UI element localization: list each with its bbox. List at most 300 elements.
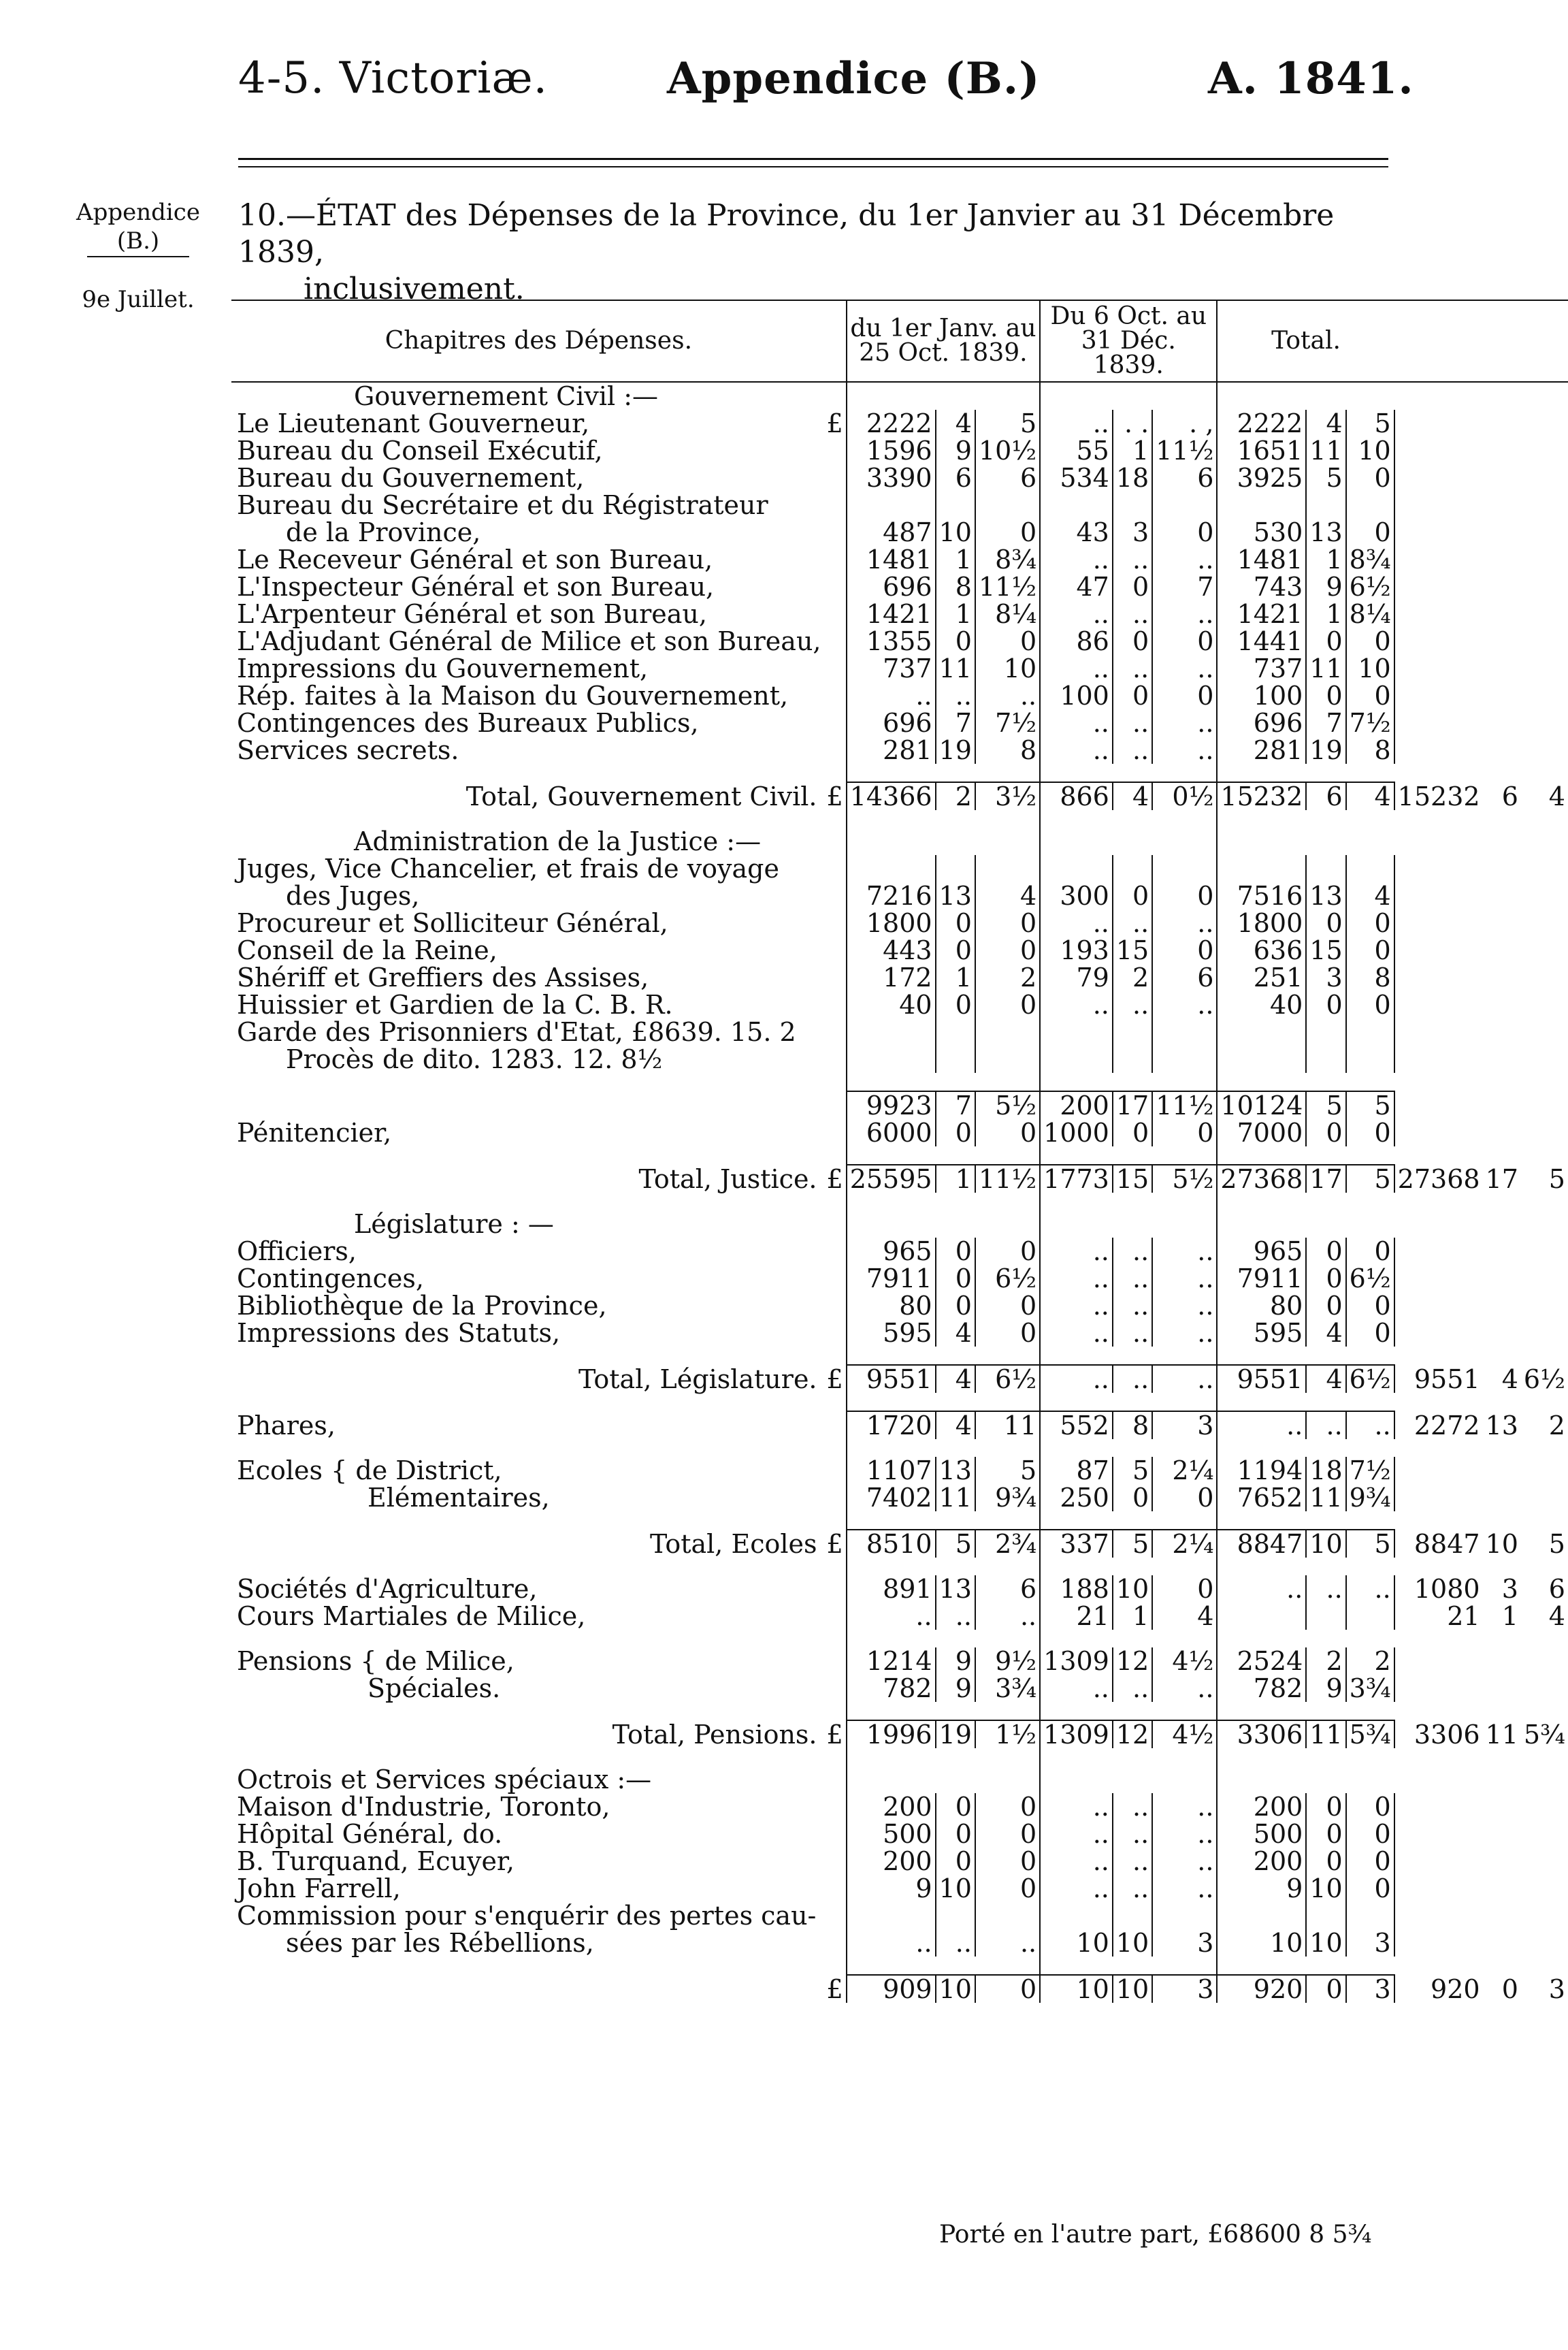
- shillings-cell: 0: [1306, 1848, 1345, 1875]
- currency-mark: [824, 1292, 847, 1319]
- pounds-cell: [1040, 1018, 1113, 1046]
- table-row: [231, 1073, 1568, 1091]
- table-cell: [1152, 1766, 1217, 1793]
- row-label: [231, 410, 824, 437]
- pence-cell: 0: [975, 1848, 1040, 1875]
- grand-pence-cell: [1521, 628, 1568, 655]
- pounds-cell: 43: [1040, 519, 1113, 546]
- pence-cell: 11½: [1152, 1091, 1217, 1119]
- pounds-cell: 2222: [1217, 410, 1306, 437]
- row-label-text: Impressions des Statuts,: [237, 1318, 561, 1348]
- currency-mark: [824, 628, 847, 655]
- grand-pence-cell: 6½: [1523, 1364, 1565, 1394]
- grand-shillings-cell: [1483, 1675, 1521, 1702]
- spacer-cell: [231, 1558, 847, 1575]
- pounds-cell: 1773: [1040, 1165, 1113, 1193]
- shillings-cell: ..: [936, 682, 975, 709]
- row-label: [231, 964, 824, 991]
- currency-mark: [824, 1848, 847, 1875]
- pounds-cell: 14366: [847, 782, 936, 810]
- pounds-cell: [847, 1902, 936, 1929]
- grand-pence-cell: [1521, 910, 1568, 937]
- shillings-cell: [1306, 492, 1345, 519]
- shillings-cell: [936, 1046, 975, 1073]
- table-cell: [1394, 1766, 1568, 1793]
- shillings-cell: 10: [1306, 1929, 1345, 1957]
- spacer-cell: [1152, 764, 1217, 782]
- grand-pounds-cell: [1394, 910, 1483, 937]
- shillings-cell: [1113, 1018, 1152, 1046]
- title-line-1: 10.—ÉTAT des Dépenses de la Province, du 1er Janvier au 31 Décembre 1839,: [238, 198, 1335, 270]
- row-label-text: L'Adjudant Général de Milice et son Bureau,: [237, 626, 821, 656]
- grand-pounds-cell: [1394, 1484, 1483, 1511]
- row-label-text: Procès de dito. 1283. 12. 8½: [286, 1044, 663, 1074]
- shillings-cell: 0: [1306, 1975, 1345, 2003]
- row-label-text: des Juges,: [286, 881, 420, 911]
- shillings-cell: ..: [1113, 709, 1152, 737]
- pence-cell: 0: [1152, 1119, 1217, 1146]
- grand-pence-cell: [1521, 1238, 1568, 1265]
- grand-shillings-cell: [1483, 655, 1521, 682]
- pounds-cell: 3925: [1217, 464, 1306, 492]
- pounds-cell: 9: [847, 1875, 936, 1902]
- shillings-cell: 0: [936, 1793, 975, 1820]
- grand-pence-cell: [1521, 1091, 1568, 1119]
- pence-cell: ..: [975, 682, 1040, 709]
- grand-pounds-cell: [1394, 410, 1483, 437]
- table-cell: [936, 1210, 975, 1238]
- grand-shillings-cell: [1483, 410, 1521, 437]
- pounds-cell: 2222: [847, 410, 936, 437]
- pounds-cell: 1441: [1217, 628, 1306, 655]
- pence-cell: 9¾: [975, 1484, 1040, 1511]
- pounds-cell: ..: [1040, 910, 1113, 937]
- pence-cell: 0: [975, 1319, 1040, 1347]
- col-header-grand: [1394, 300, 1568, 382]
- pounds-cell: 188: [1040, 1575, 1113, 1603]
- grand-pence-cell: [1521, 1875, 1568, 1902]
- grand-shillings-cell: [1483, 910, 1521, 937]
- grand-shillings-cell: [1483, 600, 1521, 628]
- pence-cell: 0: [1152, 519, 1217, 546]
- pence-cell: 0: [975, 1875, 1040, 1902]
- row-label: [231, 1975, 824, 2003]
- grand-pounds-cell: [1394, 1675, 1483, 1702]
- spacer-cell: [936, 1630, 975, 1647]
- shillings-cell: 13: [1306, 882, 1345, 910]
- grand-shillings-cell: 6: [1501, 782, 1518, 811]
- shillings-cell: 1: [936, 964, 975, 991]
- spacer-cell: [975, 1748, 1040, 1766]
- pence-cell: 6½: [1346, 1265, 1394, 1292]
- pence-cell: 4: [1152, 1603, 1217, 1630]
- grand-pounds-cell: [1394, 1875, 1483, 1902]
- row-label: [231, 1848, 824, 1875]
- currency-mark: [824, 600, 847, 628]
- pence-cell: ..: [1152, 546, 1217, 573]
- table-cell: [1346, 828, 1394, 855]
- currency-mark: [824, 1929, 847, 1957]
- grand-pence-cell: 5¾: [1523, 1720, 1565, 1750]
- row-label: [231, 1530, 824, 1558]
- currency-mark: [824, 855, 847, 882]
- pounds-cell: 172: [847, 964, 936, 991]
- grand-pence-cell: [1521, 1119, 1568, 1146]
- grand-pence-cell: [1521, 964, 1568, 991]
- table-row: [231, 464, 1568, 492]
- pounds-cell: 200: [1217, 1848, 1306, 1875]
- pence-cell: 0: [1346, 1848, 1394, 1875]
- spacer-cell: [1394, 1393, 1568, 1411]
- shillings-cell: 9: [936, 437, 975, 464]
- pounds-cell: ..: [1040, 737, 1113, 764]
- pence-cell: 5: [975, 410, 1040, 437]
- grand-pence-cell: [1521, 655, 1568, 682]
- shillings-cell: 12: [1113, 1720, 1152, 1748]
- pence-cell: 2¾: [975, 1530, 1040, 1558]
- grand-shillings-cell: [1483, 1457, 1521, 1484]
- row-label: [231, 782, 824, 810]
- pence-cell: [1152, 1018, 1217, 1046]
- currency-mark: [824, 546, 847, 573]
- row-label: [231, 1929, 824, 1957]
- table-row: [231, 1265, 1568, 1292]
- spacer-cell: [1040, 1630, 1113, 1647]
- pounds-cell: 281: [1217, 737, 1306, 764]
- pence-cell: ..: [975, 1929, 1040, 1957]
- spacer-cell: [1113, 810, 1152, 828]
- pence-cell: 11½: [1152, 437, 1217, 464]
- row-label-text: Total, Justice.: [638, 1164, 817, 1194]
- currency-mark: [824, 655, 847, 682]
- grand-pounds-cell: 1080: [1394, 1575, 1483, 1603]
- pence-cell: 0: [1152, 1575, 1217, 1603]
- spacer-cell: [975, 1347, 1040, 1365]
- row-label-text: Officiers,: [237, 1236, 357, 1266]
- spacer-cell: [1217, 1193, 1306, 1210]
- section-heading: Législature : —: [354, 1209, 554, 1239]
- pence-cell: 8¾: [1346, 546, 1394, 573]
- spacer-cell: [1346, 1511, 1394, 1530]
- row-label-text: Impressions du Gouvernement,: [237, 654, 649, 683]
- spacer-cell: [847, 1511, 936, 1530]
- table-cell: [1346, 382, 1394, 410]
- pence-cell: ..: [1152, 655, 1217, 682]
- spacer-cell: [1217, 1630, 1306, 1647]
- col-header-period1: du 1er Janv. au 25 Oct. 1839.: [847, 300, 1040, 382]
- pence-cell: 0: [1346, 682, 1394, 709]
- table-row: [231, 1575, 1568, 1603]
- grand-shillings-cell: 11: [1485, 1720, 1518, 1750]
- table-row: [231, 1393, 1568, 1411]
- currency-mark: [824, 1875, 847, 1902]
- table-row: [231, 492, 1568, 519]
- grand-pence-cell: [1521, 709, 1568, 737]
- pence-cell: 3: [1152, 1975, 1217, 2003]
- shillings-cell: 0: [936, 628, 975, 655]
- pounds-cell: 1800: [1217, 910, 1306, 937]
- pounds-cell: ..: [1040, 1675, 1113, 1702]
- row-label-text: Bureau du Conseil Exécutif,: [237, 436, 603, 466]
- grand-pounds-cell: 21: [1394, 1603, 1483, 1630]
- shillings-cell: 7: [1306, 709, 1345, 737]
- row-label-text: Shériff et Greffiers des Assises,: [237, 963, 649, 993]
- grand-shillings-cell: [1483, 628, 1521, 655]
- shillings-cell: 2: [936, 782, 975, 810]
- grand-pence-cell: [1521, 1292, 1568, 1319]
- row-label-text: Phares,: [237, 1411, 336, 1440]
- table-cell: [975, 1210, 1040, 1238]
- pounds-cell: 7911: [1217, 1265, 1306, 1292]
- shillings-cell: 11: [936, 1484, 975, 1511]
- shillings-cell: 1: [1306, 600, 1345, 628]
- shillings-cell: [1113, 1046, 1152, 1073]
- shillings-cell: ..: [1113, 1292, 1152, 1319]
- grand-shillings-cell: [1483, 737, 1521, 764]
- pence-cell: ..: [1152, 1265, 1217, 1292]
- pounds-cell: 9: [1217, 1875, 1306, 1902]
- pounds-cell: 47: [1040, 573, 1113, 600]
- table-row: [231, 410, 1568, 437]
- spacer-cell: [936, 1702, 975, 1720]
- pence-cell: [1152, 1046, 1217, 1073]
- spacer-cell: [1346, 1558, 1394, 1575]
- shillings-cell: 0: [936, 1119, 975, 1146]
- pence-cell: ..: [975, 1603, 1040, 1630]
- spacer-cell: [1394, 1511, 1568, 1530]
- table-cell: [1040, 382, 1113, 410]
- spacer-cell: [936, 764, 975, 782]
- pence-cell: ..: [1152, 991, 1217, 1018]
- pounds-cell: 965: [847, 1238, 936, 1265]
- pounds-cell: 3390: [847, 464, 936, 492]
- grand-pence-cell: [1521, 682, 1568, 709]
- grand-pounds-cell: [1394, 937, 1483, 964]
- table-cell: [1113, 1210, 1152, 1238]
- pence-cell: 0: [1346, 1875, 1394, 1902]
- table-cell: [936, 382, 975, 410]
- shillings-cell: 0: [1306, 1820, 1345, 1848]
- table-cell: [1217, 1766, 1306, 1793]
- pounds-cell: 1481: [847, 546, 936, 573]
- spacer-cell: [1394, 1439, 1568, 1457]
- pounds-cell: 55: [1040, 437, 1113, 464]
- row-label: [231, 1319, 824, 1347]
- pence-cell: 0: [1346, 1820, 1394, 1848]
- row-label-text: John Farrell,: [237, 1873, 401, 1903]
- shillings-cell: 8: [1113, 1411, 1152, 1439]
- shillings-cell: 0: [936, 1238, 975, 1265]
- row-label: [231, 1875, 824, 1902]
- shillings-cell: ..: [1113, 1365, 1152, 1393]
- shillings-cell: 0: [1113, 682, 1152, 709]
- grand-pounds-cell: [1394, 600, 1483, 628]
- shillings-cell: 0: [936, 991, 975, 1018]
- pence-cell: 8: [975, 737, 1040, 764]
- spacer-cell: [975, 1511, 1040, 1530]
- spacer-cell: [231, 1702, 847, 1720]
- shillings-cell: [1306, 855, 1345, 882]
- table-row: [231, 546, 1568, 573]
- table-row: [231, 1957, 1568, 1975]
- row-label: [231, 628, 824, 655]
- row-label-text: Total, Pensions.: [612, 1720, 817, 1750]
- spacer-cell: [1113, 1558, 1152, 1575]
- row-label: [231, 1018, 824, 1046]
- table-row: [231, 1411, 1568, 1439]
- grand-pounds-cell: [1394, 628, 1483, 655]
- pence-cell: 11: [975, 1411, 1040, 1439]
- spacer-cell: [1346, 1439, 1394, 1457]
- row-label: [231, 1902, 824, 1929]
- spacer-cell: [1040, 1957, 1113, 1975]
- shillings-cell: 1: [1113, 437, 1152, 464]
- spacer-cell: [975, 810, 1040, 828]
- spacer-cell: [231, 810, 847, 828]
- table-row: [231, 1439, 1568, 1457]
- shillings-cell: 10: [936, 1975, 975, 2003]
- shillings-cell: 13: [1306, 519, 1345, 546]
- spacer-cell: [847, 1558, 936, 1575]
- shillings-cell: 8: [936, 573, 975, 600]
- spacer-cell: [936, 810, 975, 828]
- pounds-cell: 1481: [1217, 546, 1306, 573]
- table-row: [231, 1238, 1568, 1265]
- table-cell: [1152, 828, 1217, 855]
- shillings-cell: 0: [1113, 882, 1152, 910]
- shillings-cell: 0: [1113, 573, 1152, 600]
- row-label: [231, 1603, 824, 1630]
- grand-pounds-cell: [1394, 1018, 1483, 1046]
- pence-cell: 0: [975, 1238, 1040, 1265]
- spacer-cell: [847, 1957, 936, 1975]
- grand-pence-cell: 5: [1548, 1164, 1565, 1194]
- shillings-cell: 0: [1306, 1292, 1345, 1319]
- pounds-cell: ..: [1040, 709, 1113, 737]
- table-row: [231, 1511, 1568, 1530]
- shillings-cell: 10: [936, 519, 975, 546]
- pence-cell: 6: [1152, 964, 1217, 991]
- table-cell: [975, 828, 1040, 855]
- pence-cell: 0: [1346, 1238, 1394, 1265]
- shillings-cell: [1306, 1603, 1345, 1630]
- pounds-cell: 595: [1217, 1319, 1306, 1347]
- shillings-cell: 10: [1113, 1975, 1152, 2003]
- shillings-cell: 4: [936, 410, 975, 437]
- grand-pounds-cell: [1394, 1265, 1483, 1292]
- shillings-cell: 4: [936, 1365, 975, 1393]
- spacer-cell: [847, 1073, 936, 1091]
- row-label-text: de la Province,: [286, 517, 481, 547]
- spacer-cell: [1040, 1193, 1113, 1210]
- shillings-cell: 19: [936, 1720, 975, 1748]
- pounds-cell: 1800: [847, 910, 936, 937]
- table-row: [231, 437, 1568, 464]
- row-label-text: sées par les Rébellions,: [286, 1928, 594, 1958]
- grand-pounds-cell: [1394, 991, 1483, 1018]
- shillings-cell: 18: [1113, 464, 1152, 492]
- pounds-cell: 300: [1040, 882, 1113, 910]
- spacer-cell: [1040, 810, 1113, 828]
- pence-cell: 2: [1346, 1647, 1394, 1675]
- spacer-cell: [1113, 1748, 1152, 1766]
- spacer-cell: [1394, 810, 1568, 828]
- header-rule-2: [238, 166, 1388, 167]
- row-label: [231, 655, 824, 682]
- pence-cell: 0: [1346, 910, 1394, 937]
- shillings-cell: 6: [1306, 782, 1345, 810]
- table-row: [231, 628, 1568, 655]
- grand-shillings-cell: [1483, 964, 1521, 991]
- pence-cell: 0: [975, 519, 1040, 546]
- shillings-cell: [936, 1018, 975, 1046]
- shillings-cell: 19: [1306, 737, 1345, 764]
- shillings-cell: 0: [1306, 628, 1345, 655]
- spacer-cell: [1040, 1702, 1113, 1720]
- pence-cell: ..: [1152, 1292, 1217, 1319]
- row-label-text: Le Receveur Général et son Bureau,: [237, 545, 713, 575]
- spacer-cell: [231, 1193, 847, 1210]
- spacer-cell: [1113, 1630, 1152, 1647]
- spacer-cell: [1306, 1439, 1345, 1457]
- grand-pounds-cell: 27368: [1394, 1165, 1483, 1193]
- shillings-cell: 12: [1113, 1647, 1152, 1675]
- pounds-cell: 15232: [1217, 782, 1306, 810]
- pounds-cell: 7000: [1217, 1119, 1306, 1146]
- pence-cell: 5½: [1152, 1165, 1217, 1193]
- table-row: [231, 1146, 1568, 1165]
- spacer-cell: [847, 764, 936, 782]
- grand-shillings-cell: [1483, 573, 1521, 600]
- grand-pounds-cell: 2272: [1394, 1411, 1483, 1439]
- pence-cell: 0: [1152, 937, 1217, 964]
- pence-cell: 7½: [1346, 709, 1394, 737]
- shillings-cell: ..: [1113, 991, 1152, 1018]
- grand-shillings-cell: [1483, 682, 1521, 709]
- table-row: [231, 1319, 1568, 1347]
- shillings-cell: [1306, 1018, 1345, 1046]
- table-row: [231, 1484, 1568, 1511]
- pounds-cell: 1421: [1217, 600, 1306, 628]
- shillings-cell: ..: [936, 1603, 975, 1630]
- shillings-cell: [936, 1902, 975, 1929]
- grand-shillings-cell: 13: [1485, 1411, 1518, 1440]
- pounds-cell: 200: [1040, 1091, 1113, 1119]
- grand-pence-cell: [1521, 1793, 1568, 1820]
- table-cell: [936, 828, 975, 855]
- grand-pounds-cell: [1394, 519, 1483, 546]
- shillings-cell: 13: [936, 1575, 975, 1603]
- grand-pence-cell: [1521, 1265, 1568, 1292]
- pence-cell: 10: [1346, 655, 1394, 682]
- pounds-cell: ..: [847, 682, 936, 709]
- row-label: [231, 1365, 824, 1393]
- grand-shillings-cell: [1483, 709, 1521, 737]
- pence-cell: 8: [1346, 964, 1394, 991]
- grand-pence-cell: [1521, 519, 1568, 546]
- grand-shillings-cell: [1483, 492, 1521, 519]
- pence-cell: 0: [1346, 628, 1394, 655]
- shillings-cell: 4: [936, 1411, 975, 1439]
- pence-cell: 6: [975, 1575, 1040, 1603]
- grand-shillings-cell: [1483, 1319, 1521, 1347]
- pounds-cell: 487: [847, 519, 936, 546]
- grand-pence-cell: [1521, 1902, 1568, 1929]
- pounds-cell: 8510: [847, 1530, 936, 1558]
- table-row: [231, 855, 1568, 882]
- table-cell: [1394, 828, 1568, 855]
- spacer-cell: [1040, 1347, 1113, 1365]
